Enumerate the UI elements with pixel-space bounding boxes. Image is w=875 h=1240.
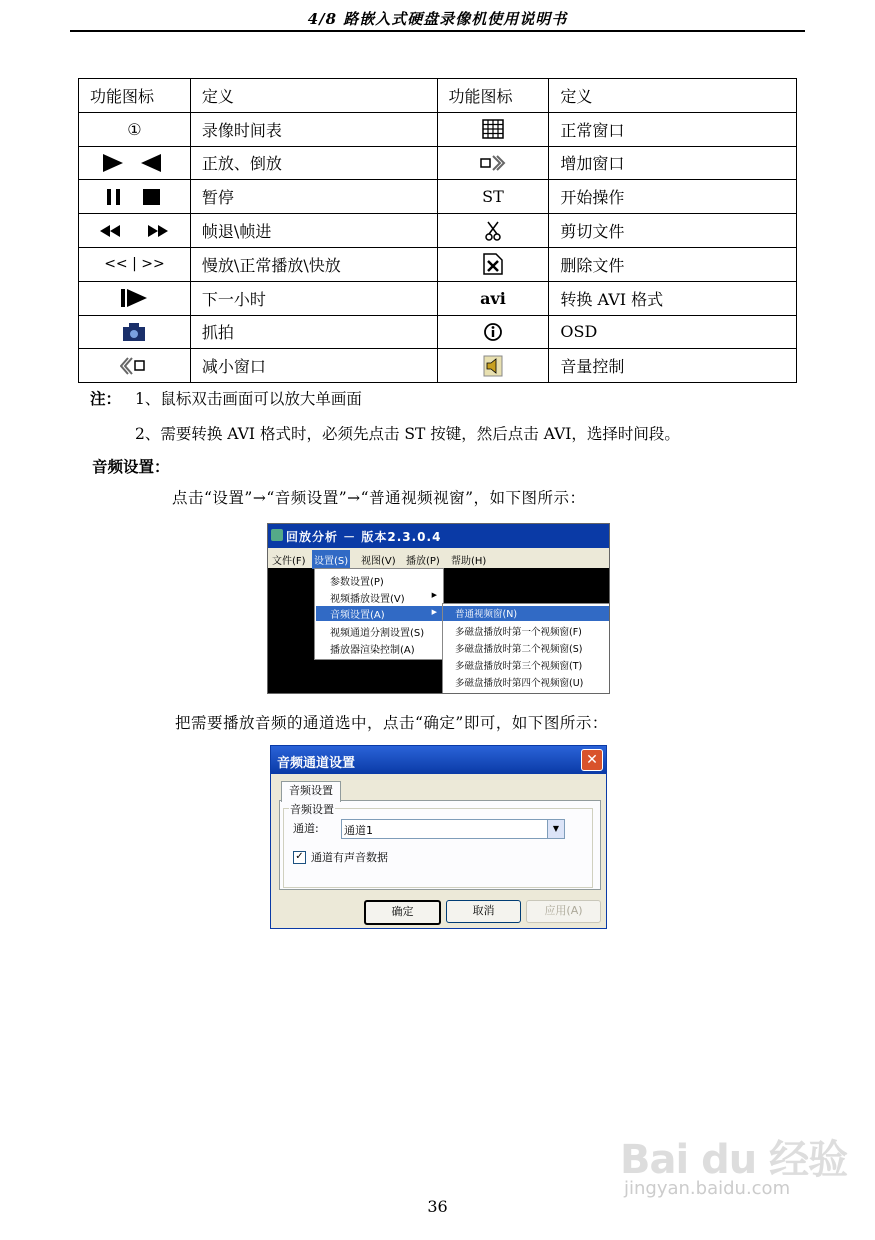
shrink-window-icon	[120, 355, 148, 377]
header-rule	[70, 30, 805, 32]
submenu-item-normal[interactable]: 普通视频窗(N)	[443, 606, 609, 621]
instruction-2: 把需要播放音频的通道选中，点击“确定”即可，如下图所示：	[175, 714, 608, 732]
table-row	[79, 247, 797, 281]
table-row	[79, 349, 797, 383]
table-cell: 暂停	[190, 180, 437, 214]
table-cell: 开始操作	[549, 180, 797, 214]
function-icon-table	[78, 78, 797, 383]
watermark-url: jingyan.baidu.com	[624, 1178, 791, 1199]
menubar	[268, 548, 609, 568]
pause-stop-icon	[103, 187, 165, 208]
table-cell: 音量控制	[549, 349, 797, 383]
grid-window-icon	[482, 119, 504, 140]
app-icon	[271, 529, 283, 541]
submenu-arrow-icon: ▶	[431, 608, 437, 616]
table-cell: 帧退\帧进	[190, 214, 437, 248]
app-title: 回放分析 － 版本2.3.0.4	[286, 530, 442, 544]
table-cell: 正放、倒放	[190, 146, 437, 180]
checkbox-label: 通道有声音数据	[311, 851, 388, 864]
table-cell: 下一小时	[190, 281, 437, 315]
submenu-item-first[interactable]: 多磁盘播放时第一个视频窗(F)	[455, 627, 582, 638]
note-2: 2、需要转换 AVI 格式时，必须先点击 ST 按键，然后点击 AVI，选择时间段。	[135, 425, 680, 443]
table-cell: 增加窗口	[549, 146, 797, 180]
table-row	[79, 146, 797, 180]
scissors-icon	[484, 220, 502, 242]
menu-item-audio[interactable]: 音频设置(A)	[316, 606, 442, 621]
table-header: 定义	[549, 79, 797, 113]
menu-item-channel-split[interactable]: 视频通道分割设置(S)	[330, 628, 425, 639]
menu-item-params[interactable]: 参数设置(P)	[330, 577, 384, 588]
speed-control-label: << | >>	[79, 247, 191, 281]
table-cell: 抓拍	[190, 315, 437, 349]
circled-one-icon: ①	[127, 119, 142, 139]
menu-item-render[interactable]: 播放器渲染控制(A)	[330, 645, 415, 656]
dialog-title: 音频通道设置	[277, 756, 356, 771]
channel-label: 通道:	[293, 822, 319, 835]
table-cell: 剪切文件	[549, 214, 797, 248]
audio-channel-dialog	[270, 745, 607, 929]
speaker-icon	[483, 355, 503, 377]
table-header: 定义	[190, 79, 437, 113]
table-header: 功能图标	[79, 79, 191, 113]
apply-button[interactable]: 应用(A)	[526, 900, 601, 923]
submenu-arrow-icon: ▶	[431, 591, 437, 599]
table-row	[79, 112, 797, 146]
page-header-title: 4/8 路嵌入式硬盘录像机使用说明书	[307, 10, 568, 28]
app-titlebar	[268, 524, 609, 548]
frame-step-icon	[98, 220, 170, 241]
table-header: 功能图标	[437, 79, 549, 113]
dialog-titlebar	[271, 746, 606, 774]
table-cell: 减小窗口	[190, 349, 437, 383]
table-cell: 慢放\正常播放\快放	[190, 247, 437, 281]
channel-value: 通道1	[344, 824, 373, 837]
osd-info-icon	[483, 322, 503, 343]
menu-settings[interactable]: 设置(S)	[312, 550, 350, 569]
table-cell: 正常窗口	[549, 112, 797, 146]
camera-capture-icon	[120, 321, 148, 343]
group-label: 音频设置	[290, 803, 334, 816]
st-label: ST	[437, 180, 549, 214]
watermark-logo: Bai du 经验	[620, 1137, 848, 1183]
page-number: 36	[427, 1197, 448, 1216]
table-cell: 转换 AVI 格式	[549, 281, 797, 315]
table-row	[79, 315, 797, 349]
note-1: 1、鼠标双击画面可以放大单画面	[135, 390, 362, 408]
menu-item-video-play[interactable]: 视频播放设置(V)	[330, 594, 405, 605]
ok-button[interactable]: 确定	[364, 900, 441, 925]
audio-settings-heading: 音频设置：	[92, 457, 170, 476]
table-cell: 删除文件	[549, 247, 797, 281]
avi-label: avi	[437, 281, 549, 315]
enlarge-window-icon	[479, 153, 507, 174]
table-row	[79, 180, 797, 214]
delete-file-icon	[482, 252, 504, 276]
submenu-item-third[interactable]: 多磁盘播放时第三个视频窗(T)	[455, 661, 583, 672]
menu-view[interactable]: 视图(V)	[361, 556, 396, 567]
instruction-1: 点击“设置”→“音频设置”→“普通视频视窗”，如下图所示：	[172, 489, 586, 507]
menu-help[interactable]: 帮助(H)	[451, 556, 487, 567]
submenu-item-fourth[interactable]: 多磁盘播放时第四个视频窗(U)	[455, 678, 584, 689]
channel-select[interactable]	[341, 819, 565, 839]
menu-screenshot	[267, 523, 610, 694]
table-cell: OSD	[549, 315, 797, 349]
tab-audio-settings[interactable]: 音频设置	[281, 781, 341, 802]
chevron-down-icon[interactable]: ▼	[547, 820, 564, 838]
audio-submenu	[442, 603, 610, 694]
cancel-button[interactable]: 取消	[446, 900, 521, 923]
menu-play[interactable]: 播放(P)	[406, 556, 440, 567]
play-reverse-icon	[99, 152, 169, 174]
note-label: 注：	[90, 389, 122, 408]
next-hour-icon	[118, 287, 150, 309]
table-header-row	[79, 79, 797, 113]
menu-file[interactable]: 文件(F)	[272, 556, 306, 567]
close-icon[interactable]: ✕	[581, 749, 603, 771]
settings-dropdown	[314, 568, 444, 660]
submenu-item-second[interactable]: 多磁盘播放时第二个视频窗(S)	[455, 644, 583, 655]
table-row	[79, 214, 797, 248]
sound-data-checkbox[interactable]: ✓	[293, 851, 306, 864]
table-cell: 录像时间表	[190, 112, 437, 146]
table-row	[79, 281, 797, 315]
